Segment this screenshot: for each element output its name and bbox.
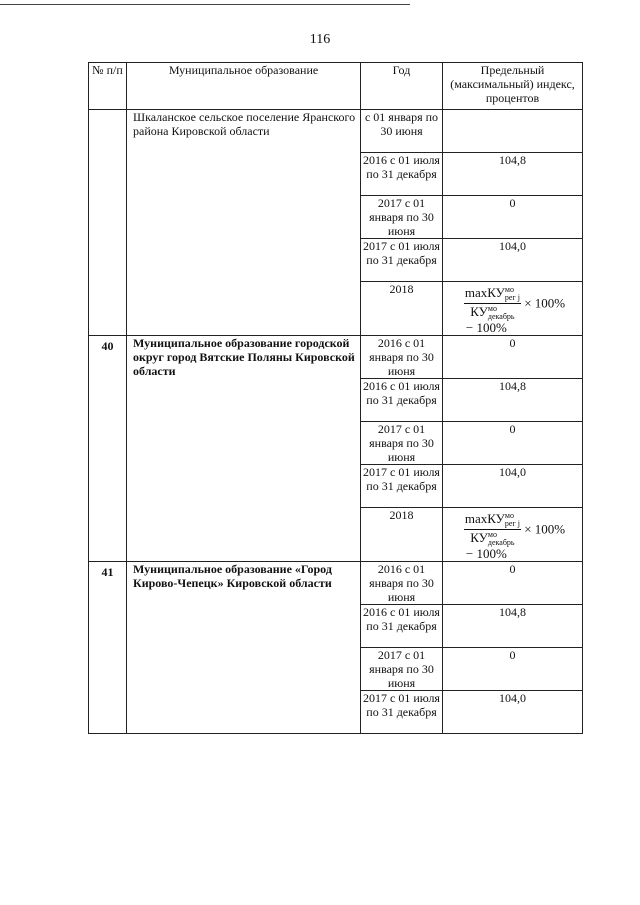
period-cell: 2016 с 01 июля по 31 декабря bbox=[361, 379, 443, 422]
page-number: 116 bbox=[309, 32, 331, 47]
period-cell: 2017 с 01 июля по 31 декабря bbox=[361, 239, 443, 282]
index-formula bbox=[460, 286, 565, 335]
index-value: 104,8 bbox=[443, 605, 583, 648]
formula-numerator: maxКУ мо рег j bbox=[464, 285, 520, 303]
index-formula-cell bbox=[443, 508, 583, 562]
formula-times: × 100% bbox=[524, 521, 566, 537]
formula-minus: − 100% bbox=[465, 546, 507, 562]
index-value bbox=[443, 110, 583, 153]
top-rule bbox=[0, 4, 410, 5]
row-number bbox=[89, 110, 127, 336]
index-value: 0 bbox=[443, 196, 583, 239]
index-value: 104,0 bbox=[443, 239, 583, 282]
period-cell: 2018 bbox=[361, 282, 443, 336]
period-cell: 2016 с 01 июля по 31 декабря bbox=[361, 153, 443, 196]
table-header-row bbox=[89, 63, 583, 110]
formula-times: × 100% bbox=[524, 295, 566, 311]
period-cell: 2017 с 01 января по 30 июня bbox=[361, 196, 443, 239]
formula-fraction bbox=[464, 286, 521, 321]
row-number: 40 bbox=[89, 336, 127, 562]
index-value: 104,8 bbox=[443, 379, 583, 422]
municipality-name: Муниципальное образование городской округ город Вятские Поляны Кировской области bbox=[127, 336, 361, 562]
index-value: 104,0 bbox=[443, 691, 583, 734]
formula-fraction bbox=[464, 512, 521, 547]
index-formula-cell bbox=[443, 282, 583, 336]
period-cell: 2017 с 01 января по 30 июня bbox=[361, 422, 443, 465]
period-cell: с 01 января по 30 июня bbox=[361, 110, 443, 153]
header-municipality: Муниципальное образование bbox=[127, 63, 361, 110]
header-number: № п/п bbox=[89, 63, 127, 110]
period-cell: 2017 с 01 июля по 31 декабря bbox=[361, 691, 443, 734]
index-value: 104,0 bbox=[443, 465, 583, 508]
index-value: 104,8 bbox=[443, 153, 583, 196]
formula-numerator: maxКУ мо рег j bbox=[464, 511, 520, 529]
formula-denominator: КУ мо декабрь bbox=[470, 530, 515, 548]
table-row bbox=[89, 336, 583, 379]
period-cell: 2016 с 01 января по 30 июня bbox=[361, 336, 443, 379]
period-cell: 2016 с 01 июля по 31 декабря bbox=[361, 605, 443, 648]
table-body bbox=[89, 110, 583, 734]
row-number: 41 bbox=[89, 562, 127, 734]
header-index: Предельный (максимальный) индекс, процентов bbox=[443, 63, 583, 110]
municipality-name: Шкаланское сельское поселение Яранского района Кировской области bbox=[127, 110, 361, 336]
index-value: 0 bbox=[443, 562, 583, 605]
index-formula bbox=[460, 512, 565, 561]
municipality-name: Муниципальное образование «Город Кирово-Чепецк» Кировской области bbox=[127, 562, 361, 734]
period-cell: 2016 с 01 января по 30 июня bbox=[361, 562, 443, 605]
table-row bbox=[89, 562, 583, 605]
table-row bbox=[89, 110, 583, 153]
formula-denominator: КУ мо декабрь bbox=[470, 304, 515, 322]
formula-minus: − 100% bbox=[465, 320, 507, 336]
index-value: 0 bbox=[443, 336, 583, 379]
index-value: 0 bbox=[443, 648, 583, 691]
tariff-index-table bbox=[88, 62, 583, 734]
period-cell: 2017 с 01 января по 30 июня bbox=[361, 648, 443, 691]
index-value: 0 bbox=[443, 422, 583, 465]
period-cell: 2018 bbox=[361, 508, 443, 562]
header-year: Год bbox=[361, 63, 443, 110]
period-cell: 2017 с 01 июля по 31 декабря bbox=[361, 465, 443, 508]
